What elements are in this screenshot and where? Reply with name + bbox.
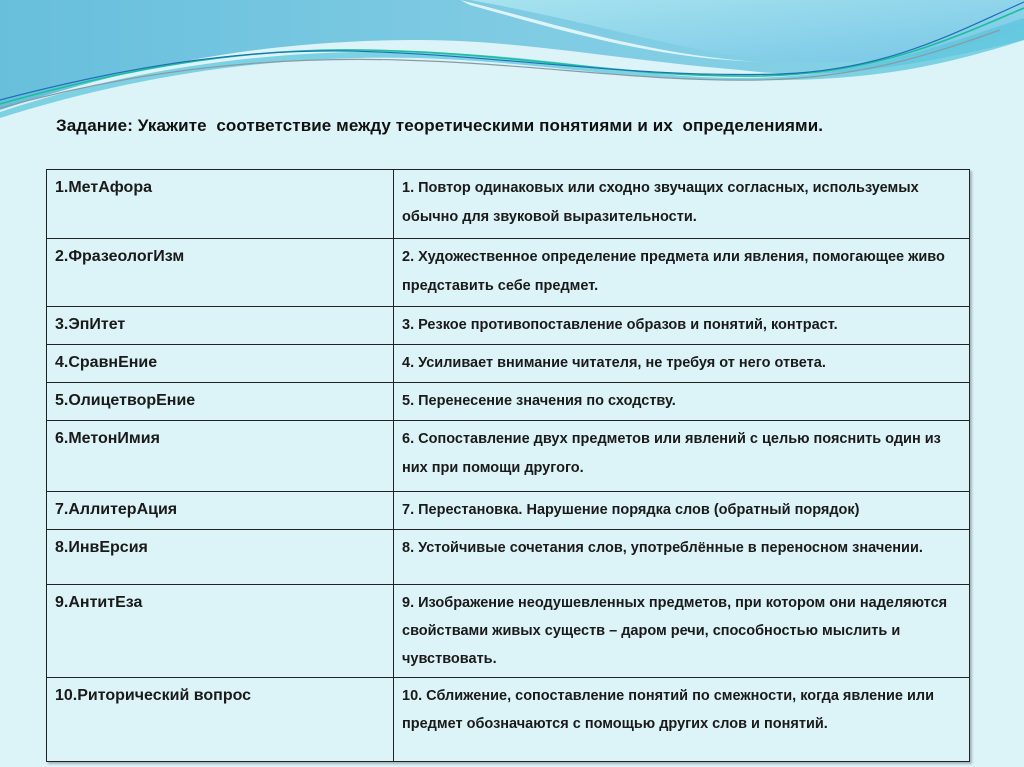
- definition-cell: 9. Изображение неодушевленных предметов, при котором они наделяются свойствами живых существ – даром речи, способностью мыслить и чувствовать.: [394, 585, 970, 678]
- term-cell: 8.ИнвЕрсия: [47, 530, 394, 585]
- table-row: [47, 307, 970, 345]
- term-cell: 2.ФразеологИзм: [47, 239, 394, 307]
- term-cell: 4.СравнЕние: [47, 345, 394, 383]
- terms-definitions-table: [46, 169, 970, 762]
- definition-cell: 8. Устойчивые сочетания слов, употреблённые в переносном значении.: [394, 530, 970, 585]
- definition-cell: 1. Повтор одинаковых или сходно звучащих согласных, используемых обычно для звуковой выразительности.: [394, 170, 970, 239]
- table-row: [47, 239, 970, 307]
- term-cell: 7.АллитерАция: [47, 492, 394, 530]
- definition-cell: 3. Резкое противопоставление образов и понятий, контраст.: [394, 307, 970, 345]
- term-cell: 5.ОлицетворЕние: [47, 383, 394, 421]
- table-row: [47, 585, 970, 678]
- definition-cell: 10. Сближение, сопоставление понятий по смежности, когда явление или предмет обозначаются с помощью других слов и понятий.: [394, 678, 970, 762]
- term-cell: 9.АнтитЕза: [47, 585, 394, 678]
- definition-cell: 7. Перестановка. Нарушение порядка слов (обратный порядок): [394, 492, 970, 530]
- wave-header-decoration: [0, 0, 1024, 120]
- term-cell: 1.МетАфора: [47, 170, 394, 239]
- definition-cell: 6. Сопоставление двух предметов или явлений с целью пояснить один из них при помощи другого.: [394, 421, 970, 492]
- table-row: [47, 383, 970, 421]
- slide-title: Задание: Укажите соответствие между теоретическими понятиями и их определениями.: [56, 116, 824, 135]
- table-row: [47, 678, 970, 762]
- definition-cell: 2. Художественное определение предмета или явления, помогающее живо представить себе предмет.: [394, 239, 970, 307]
- table-row: [47, 170, 970, 239]
- table-row: [47, 421, 970, 492]
- table-row: [47, 492, 970, 530]
- term-cell: 3.ЭпИтет: [47, 307, 394, 345]
- table-row: [47, 345, 970, 383]
- definition-cell: 4. Усиливает внимание читателя, не требуя от него ответа.: [394, 345, 970, 383]
- term-cell: 6.МетонИмия: [47, 421, 394, 492]
- table-row: [47, 530, 970, 585]
- definition-cell: 5. Перенесение значения по сходству.: [394, 383, 970, 421]
- term-cell: 10.Риторический вопрос: [47, 678, 394, 762]
